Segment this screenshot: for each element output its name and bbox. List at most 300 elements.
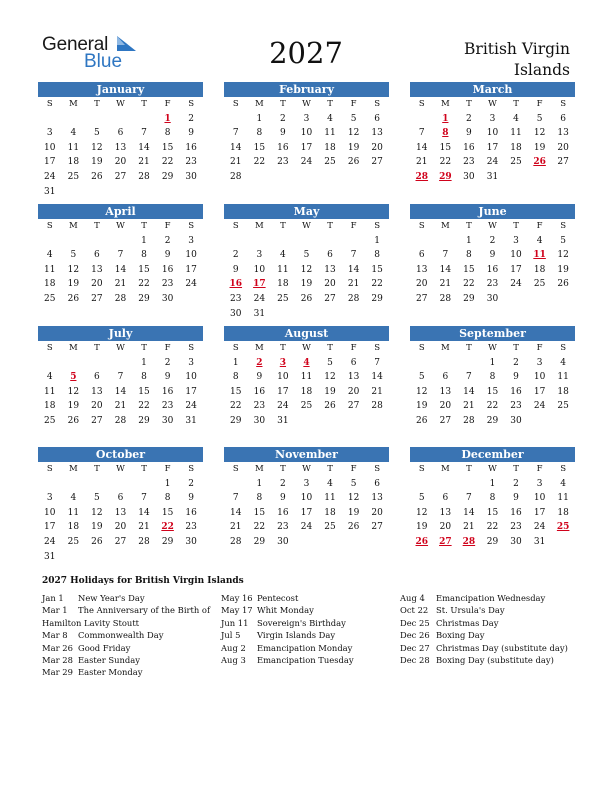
week-row: [38, 234, 203, 249]
holiday-date: Dec 27: [400, 642, 430, 653]
holiday-item: [42, 666, 210, 678]
day-cell: 28: [439, 293, 452, 304]
weekday-label: T: [466, 221, 472, 231]
day-cell: 3: [46, 128, 53, 139]
empty-day-cell: [528, 170, 552, 185]
day-cell: 2: [466, 113, 472, 124]
weekday-label: S: [418, 464, 425, 474]
day-cell: 3: [188, 235, 195, 246]
empty-day-cell: [365, 170, 389, 185]
day-cell: 21: [371, 386, 383, 397]
week-row: [38, 535, 203, 550]
holiday-day-cell: 3: [279, 357, 287, 368]
empty-day-cell: [179, 185, 203, 200]
weekday-label: W: [116, 464, 125, 474]
day-cell: 20: [439, 522, 452, 533]
day-cell: 15: [138, 264, 150, 275]
weekday-label: S: [374, 221, 381, 231]
day-cell: 2: [232, 250, 239, 261]
holiday-name: Virgin Islands Day: [257, 630, 336, 641]
holiday-item: [42, 654, 210, 666]
day-cell: 30: [510, 415, 522, 426]
week-row: [38, 141, 203, 156]
day-cell: 25: [324, 522, 336, 533]
day-cell: 30: [185, 171, 197, 182]
weekday-label: S: [188, 343, 195, 353]
week-row: [410, 155, 575, 170]
day-cell: 21: [463, 522, 475, 533]
day-cell: 9: [188, 493, 195, 504]
holiday-date: Dec 28: [400, 654, 430, 665]
day-cell: 18: [44, 401, 56, 412]
day-cell: 23: [486, 279, 499, 290]
week-row: [38, 550, 203, 565]
day-cell: 12: [300, 264, 313, 275]
day-cell: 1: [141, 357, 147, 368]
weekday-row: [224, 97, 389, 112]
day-cell: 4: [70, 493, 77, 504]
day-cell: 30: [463, 171, 475, 182]
day-cell: 30: [486, 293, 499, 304]
day-cell: 3: [536, 357, 543, 368]
day-cell: 11: [300, 372, 313, 383]
day-cell: 23: [185, 157, 197, 168]
day-cell: 4: [536, 235, 543, 246]
weekday-label: W: [116, 221, 125, 231]
month-header: October: [38, 447, 203, 462]
country-name: [410, 39, 570, 81]
month-february: [224, 82, 389, 185]
holiday-day-cell: 1: [442, 113, 449, 124]
day-cell: 8: [164, 493, 171, 504]
week-row: [38, 385, 203, 400]
weekday-row: [410, 97, 575, 112]
empty-day-cell: [132, 112, 156, 127]
day-cell: 22: [253, 522, 266, 533]
week-row: [410, 234, 575, 249]
day-cell: 14: [371, 372, 383, 383]
day-cell: 1: [232, 357, 239, 368]
day-cell: 9: [164, 250, 171, 261]
holiday-column: [42, 592, 210, 679]
holiday-name: Emancipation Wednesday: [436, 593, 546, 603]
holiday-name: Christmas Day: [436, 617, 499, 628]
day-cell: 10: [44, 142, 56, 153]
weekday-label: S: [188, 99, 195, 109]
day-cell: 16: [277, 507, 289, 518]
weekday-label: W: [488, 99, 497, 109]
day-cell: 17: [533, 507, 546, 518]
weekday-label: T: [94, 464, 100, 474]
weekday-row: [38, 97, 203, 112]
day-cell: 12: [347, 493, 360, 504]
day-cell: 8: [141, 372, 147, 383]
day-cell: 24: [44, 171, 56, 182]
day-cell: 16: [463, 142, 475, 153]
day-cell: 25: [557, 401, 569, 412]
day-cell: 27: [324, 293, 336, 304]
week-row: [410, 491, 575, 506]
day-cell: 21: [114, 279, 127, 290]
day-cell: 1: [164, 478, 171, 489]
day-cell: 29: [486, 415, 499, 426]
day-cell: 22: [161, 157, 174, 168]
holiday-name: Boxing Day (substitute day): [436, 654, 554, 665]
month-january: [38, 82, 203, 199]
empty-day-cell: [410, 234, 434, 249]
week-row: [38, 263, 203, 278]
holiday-day-cell: 22: [161, 522, 174, 533]
month-december: [410, 447, 575, 550]
day-cell: 19: [300, 279, 313, 290]
weekday-label: M: [68, 99, 78, 109]
empty-day-cell: [318, 414, 342, 429]
holiday-day-cell: 11: [533, 250, 546, 261]
holiday-date: Mar 29: [42, 667, 73, 678]
holiday-name: Pentecost: [257, 593, 299, 603]
weekday-label: S: [232, 343, 239, 353]
day-cell: 14: [230, 142, 242, 153]
empty-day-cell: [62, 356, 86, 371]
day-cell: 16: [510, 386, 522, 397]
month-header: August: [224, 326, 389, 341]
day-cell: 31: [253, 308, 266, 319]
day-cell: 24: [510, 279, 522, 290]
holiday-item: [221, 642, 354, 654]
day-cell: 17: [533, 386, 546, 397]
weekday-label: W: [116, 343, 125, 353]
day-cell: 19: [67, 401, 80, 412]
week-row: [38, 292, 203, 307]
weekday-label: M: [440, 99, 450, 109]
weekday-row: [410, 219, 575, 234]
day-cell: 30: [277, 536, 289, 547]
day-cell: 19: [347, 507, 360, 518]
month-header: July: [38, 326, 203, 341]
day-cell: 17: [510, 264, 522, 275]
day-cell: 11: [44, 386, 56, 397]
holiday-day-cell: 5: [70, 372, 77, 383]
day-cell: 19: [91, 522, 103, 533]
day-cell: 27: [371, 157, 383, 168]
weekday-label: T: [327, 99, 333, 109]
holiday-name: Emancipation Tuesday: [257, 654, 354, 665]
day-cell: 25: [44, 293, 56, 304]
holiday-name: St. Ursula's Day: [436, 605, 505, 616]
day-cell: 2: [164, 357, 171, 368]
empty-day-cell: [342, 170, 366, 185]
day-cell: 11: [277, 264, 289, 275]
day-cell: 19: [557, 264, 569, 275]
empty-day-cell: [248, 170, 272, 185]
weekday-label: S: [374, 99, 381, 109]
day-cell: 1: [256, 478, 263, 489]
day-cell: 8: [489, 372, 496, 383]
week-row: [224, 112, 389, 127]
holiday-day-cell: 1: [164, 113, 171, 124]
day-cell: 11: [324, 128, 336, 139]
holiday-name: Commonwealth Day: [78, 630, 164, 641]
holiday-item: [400, 604, 568, 616]
day-cell: 3: [513, 235, 519, 246]
day-cell: 8: [256, 493, 263, 504]
weekday-label: S: [188, 221, 195, 231]
day-cell: 10: [185, 250, 197, 261]
day-cell: 6: [350, 357, 357, 368]
weekday-label: T: [141, 464, 147, 474]
day-cell: 19: [67, 279, 80, 290]
weekday-label: T: [94, 221, 100, 231]
week-row: [224, 307, 389, 322]
day-cell: 22: [486, 522, 499, 533]
weekday-label: S: [374, 343, 381, 353]
day-cell: 20: [324, 279, 336, 290]
day-cell: 15: [253, 507, 266, 518]
logo-blue-text: Blue: [84, 51, 123, 72]
weekday-label: S: [46, 99, 53, 109]
day-cell: 10: [533, 372, 546, 383]
weekday-label: F: [164, 343, 171, 353]
day-cell: 23: [161, 401, 174, 412]
weekday-label: T: [327, 464, 333, 474]
day-cell: 2: [513, 478, 519, 489]
day-cell: 24: [533, 522, 546, 533]
week-row: [410, 248, 575, 263]
month-header: April: [38, 204, 203, 219]
holiday-day-cell: 27: [439, 536, 452, 547]
empty-day-cell: [156, 550, 180, 565]
holiday-item: [400, 617, 568, 629]
day-cell: 7: [466, 493, 472, 504]
week-row: [224, 399, 389, 414]
day-cell: 10: [44, 507, 56, 518]
day-cell: 20: [114, 157, 127, 168]
week-row: [224, 234, 389, 249]
holiday-name: Easter Sunday: [78, 654, 141, 665]
day-cell: 9: [466, 128, 472, 139]
day-cell: 4: [560, 478, 567, 489]
day-cell: 10: [253, 264, 266, 275]
holiday-date: May 16: [221, 593, 253, 603]
day-cell: 25: [67, 536, 80, 547]
day-cell: 5: [418, 372, 425, 383]
day-cell: 14: [416, 142, 428, 153]
day-cell: 18: [324, 507, 336, 518]
day-cell: 21: [114, 401, 127, 412]
day-cell: 23: [161, 279, 174, 290]
day-cell: 30: [253, 415, 266, 426]
day-cell: 20: [91, 279, 103, 290]
day-cell: 15: [230, 386, 242, 397]
day-cell: 13: [439, 507, 452, 518]
day-cell: 28: [114, 415, 127, 426]
country-line-1: British Virgin: [464, 40, 570, 58]
day-cell: 27: [91, 415, 103, 426]
day-cell: 12: [324, 372, 336, 383]
day-cell: 14: [114, 386, 127, 397]
day-cell: 15: [161, 142, 174, 153]
day-cell: 25: [510, 157, 522, 168]
week-row: [224, 535, 389, 550]
day-cell: 21: [439, 279, 452, 290]
holiday-name: Boxing Day: [436, 630, 485, 641]
holiday-item: [42, 629, 210, 641]
day-cell: 4: [513, 113, 519, 124]
day-cell: 27: [416, 293, 428, 304]
day-cell: 6: [374, 478, 381, 489]
week-row: [410, 263, 575, 278]
day-cell: 12: [91, 507, 103, 518]
day-cell: 18: [67, 157, 80, 168]
day-cell: 26: [416, 415, 428, 426]
holiday-date: Jun 11: [221, 617, 249, 628]
weekday-label: S: [418, 343, 425, 353]
day-cell: 22: [138, 279, 150, 290]
holiday-item: [42, 604, 210, 616]
day-cell: 13: [347, 372, 360, 383]
week-row: [224, 356, 389, 371]
day-cell: 15: [138, 386, 150, 397]
week-row: [410, 520, 575, 535]
weekday-row: [224, 219, 389, 234]
day-cell: 24: [185, 279, 197, 290]
empty-day-cell: [434, 356, 458, 371]
weekday-row: [410, 462, 575, 477]
day-cell: 23: [253, 401, 266, 412]
weekday-label: S: [46, 343, 53, 353]
day-cell: 7: [466, 372, 472, 383]
day-cell: 15: [463, 264, 475, 275]
holiday-item: [221, 617, 354, 629]
day-cell: 5: [94, 128, 100, 139]
holiday-date: May 17: [221, 605, 253, 616]
week-row: [38, 185, 203, 200]
month-september: [410, 326, 575, 429]
day-cell: 29: [230, 415, 242, 426]
weekday-label: S: [374, 464, 381, 474]
weekday-label: T: [513, 221, 519, 231]
empty-day-cell: [271, 170, 295, 185]
day-cell: 4: [327, 478, 333, 489]
weekday-label: S: [560, 221, 567, 231]
day-cell: 6: [418, 250, 425, 261]
day-cell: 15: [486, 386, 499, 397]
holiday-day-cell: 28: [415, 171, 429, 182]
week-row: [224, 520, 389, 535]
day-cell: 26: [67, 415, 80, 426]
holiday-name: New Year's Day: [78, 593, 145, 603]
day-cell: 7: [442, 250, 449, 261]
weekday-label: S: [46, 464, 53, 474]
weekday-label: T: [280, 99, 286, 109]
empty-day-cell: [295, 234, 319, 249]
day-cell: 18: [44, 279, 56, 290]
holiday-day-cell: 4: [303, 357, 310, 368]
day-cell: 5: [418, 493, 425, 504]
day-cell: 23: [277, 522, 289, 533]
holidays-title: 2027 Holidays for British Virgin Islands: [42, 576, 244, 586]
day-cell: 15: [371, 264, 383, 275]
day-cell: 7: [350, 250, 357, 261]
day-cell: 26: [324, 401, 336, 412]
weekday-label: W: [302, 221, 311, 231]
day-cell: 25: [324, 157, 336, 168]
holiday-column: [400, 592, 568, 666]
empty-day-cell: [224, 234, 248, 249]
day-cell: 9: [164, 372, 171, 383]
day-cell: 9: [188, 128, 195, 139]
weekday-label: T: [141, 221, 147, 231]
day-cell: 3: [303, 113, 310, 124]
weekday-label: S: [418, 99, 425, 109]
empty-day-cell: [224, 112, 248, 127]
day-cell: 4: [46, 372, 53, 383]
day-cell: 11: [557, 493, 569, 504]
week-row: [410, 277, 575, 292]
day-cell: 19: [91, 157, 103, 168]
weekday-label: W: [488, 221, 497, 231]
day-cell: 22: [486, 401, 499, 412]
empty-day-cell: [132, 477, 156, 492]
holiday-date: Aug 2: [221, 642, 246, 653]
holiday-name: Hamilton Lavity Stoutt: [42, 617, 140, 628]
empty-day-cell: [342, 535, 366, 550]
day-cell: 12: [67, 386, 80, 397]
month-header: January: [38, 82, 203, 97]
day-cell: 11: [67, 142, 80, 153]
day-cell: 31: [44, 186, 56, 197]
day-cell: 2: [513, 357, 519, 368]
weekday-label: T: [280, 464, 286, 474]
day-cell: 24: [300, 522, 313, 533]
day-cell: 11: [557, 372, 569, 383]
day-cell: 11: [324, 493, 336, 504]
empty-day-cell: [62, 477, 86, 492]
holiday-item: [221, 654, 354, 666]
week-row: [410, 292, 575, 307]
day-cell: 1: [256, 113, 263, 124]
day-cell: 9: [256, 372, 263, 383]
day-cell: 6: [442, 372, 449, 383]
week-row: [38, 248, 203, 263]
weekday-label: F: [350, 221, 357, 231]
day-cell: 2: [164, 235, 171, 246]
day-cell: 24: [253, 293, 266, 304]
day-cell: 13: [371, 128, 383, 139]
day-cell: 23: [185, 522, 197, 533]
week-row: [224, 414, 389, 429]
week-row: [224, 248, 389, 263]
weekday-label: W: [302, 464, 311, 474]
day-cell: 3: [303, 478, 310, 489]
holiday-item: [221, 629, 354, 641]
weekday-label: F: [350, 343, 357, 353]
holidays-list: [42, 576, 582, 678]
day-cell: 18: [557, 386, 569, 397]
empty-day-cell: [410, 356, 434, 371]
holiday-date: Aug 3: [221, 654, 246, 665]
day-cell: 10: [486, 128, 499, 139]
weekday-label: S: [560, 343, 567, 353]
day-cell: 9: [513, 372, 519, 383]
weekday-label: T: [513, 99, 519, 109]
day-cell: 4: [70, 128, 77, 139]
day-cell: 14: [114, 264, 127, 275]
day-cell: 7: [232, 493, 239, 504]
logo-triangle-icon: [115, 36, 137, 52]
day-cell: 3: [256, 250, 263, 261]
day-cell: 1: [466, 235, 472, 246]
